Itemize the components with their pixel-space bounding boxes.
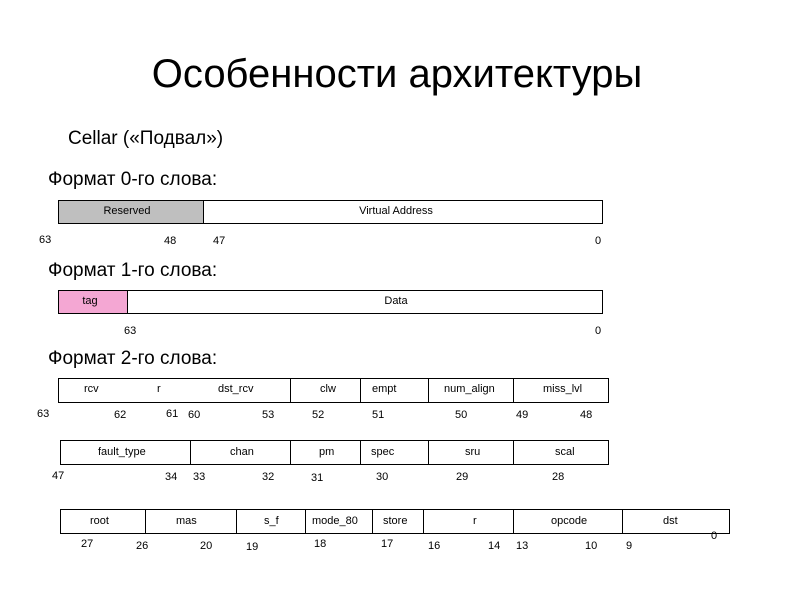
bit-label: 28	[552, 471, 565, 483]
bit-label: 13	[516, 540, 529, 552]
bit-label: 53	[262, 409, 275, 421]
bit-label: 48	[580, 409, 593, 421]
word0-label: Формат 0-го слова:	[48, 169, 218, 190]
word2-row2-divider	[190, 440, 191, 465]
bit-label: 34	[165, 471, 178, 483]
field-pm: pm	[319, 446, 335, 458]
word2-row3-divider	[622, 509, 623, 534]
field-rcv: rcv	[84, 383, 99, 395]
bit-label: 26	[136, 540, 149, 552]
word1-label: Формат 1-го слова:	[48, 260, 218, 281]
field-r-2: r	[473, 515, 477, 527]
word2-row2-divider	[513, 440, 514, 465]
field-dst-rcv: dst_rcv	[218, 383, 254, 395]
bit-label: 60	[188, 409, 201, 421]
bit-label: 16	[428, 540, 441, 552]
field-opcode: opcode	[551, 515, 588, 527]
bit-label: 30	[376, 471, 389, 483]
bit-label: 63	[37, 408, 50, 420]
word1-register	[58, 290, 603, 314]
bit-label: 0	[711, 530, 718, 542]
bit-label: 29	[456, 471, 469, 483]
word0-field-reserved: Reserved	[103, 205, 151, 217]
bit-label: 20	[200, 540, 213, 552]
word0-bit-47: 47	[213, 235, 226, 247]
field-r: r	[157, 383, 161, 395]
bit-label: 32	[262, 471, 275, 483]
field-num-align: num_align	[444, 383, 495, 395]
bit-label: 18	[314, 538, 327, 550]
field-store: store	[383, 515, 408, 527]
bit-label: 61	[166, 408, 179, 420]
bit-label: 52	[312, 409, 325, 421]
word2-row3-divider	[305, 509, 306, 534]
bit-label: 17	[381, 538, 394, 550]
bit-label: 27	[81, 538, 94, 550]
word2-row1-divider	[513, 378, 514, 403]
word2-row1-divider	[290, 378, 291, 403]
field-chan: chan	[230, 446, 254, 458]
slide-title: Особенности архитектуры	[151, 52, 643, 96]
word2-row1-divider	[428, 378, 429, 403]
field-fault-type: fault_type	[98, 446, 146, 458]
word2-row2-divider	[428, 440, 429, 465]
field-mode-80: mode_80	[312, 515, 358, 527]
word2-row3-divider	[513, 509, 514, 534]
word1-field-data: Data	[384, 295, 408, 307]
word2-row1-divider	[360, 378, 361, 403]
field-mas: mas	[176, 515, 197, 527]
word2-row3-divider	[236, 509, 237, 534]
field-s-f: s_f	[264, 515, 279, 527]
word0-bit-0: 0	[595, 235, 602, 247]
bit-label: 9	[626, 540, 633, 552]
field-dst: dst	[663, 515, 678, 527]
field-empt: empt	[372, 383, 397, 395]
bit-label: 33	[193, 471, 206, 483]
word2-row3-divider	[372, 509, 373, 534]
bit-label: 50	[455, 409, 468, 421]
word1-bit-63: 63	[124, 325, 137, 337]
word2-row3-divider	[145, 509, 146, 534]
word2-row2-divider	[290, 440, 291, 465]
field-miss-lvl: miss_lvl	[543, 383, 583, 395]
bit-label: 47	[52, 470, 65, 482]
word0-bit-63: 63	[39, 234, 52, 246]
bit-label: 19	[246, 541, 259, 553]
word1-bit-0: 0	[595, 325, 602, 337]
bit-label: 10	[585, 540, 598, 552]
word0-bit-48: 48	[164, 235, 177, 247]
field-sru: sru	[465, 446, 481, 458]
word2-row2-divider	[360, 440, 361, 465]
field-clw: clw	[320, 383, 336, 395]
word0-field-virtual-address: Virtual Address	[359, 205, 433, 217]
field-root: root	[90, 515, 109, 527]
word1-field-tag: tag	[82, 295, 98, 307]
bit-label: 14	[488, 540, 501, 552]
bit-label: 62	[114, 409, 127, 421]
field-spec: spec	[371, 446, 395, 458]
field-scal: scal	[555, 446, 575, 458]
word2-row3-divider	[423, 509, 424, 534]
bit-label: 31	[311, 472, 324, 484]
bit-label: 49	[516, 409, 529, 421]
word2-label: Формат 2-го слова:	[48, 348, 218, 369]
slide-subtitle: Cellar («Подвал»)	[68, 128, 224, 149]
bit-label: 51	[372, 409, 385, 421]
